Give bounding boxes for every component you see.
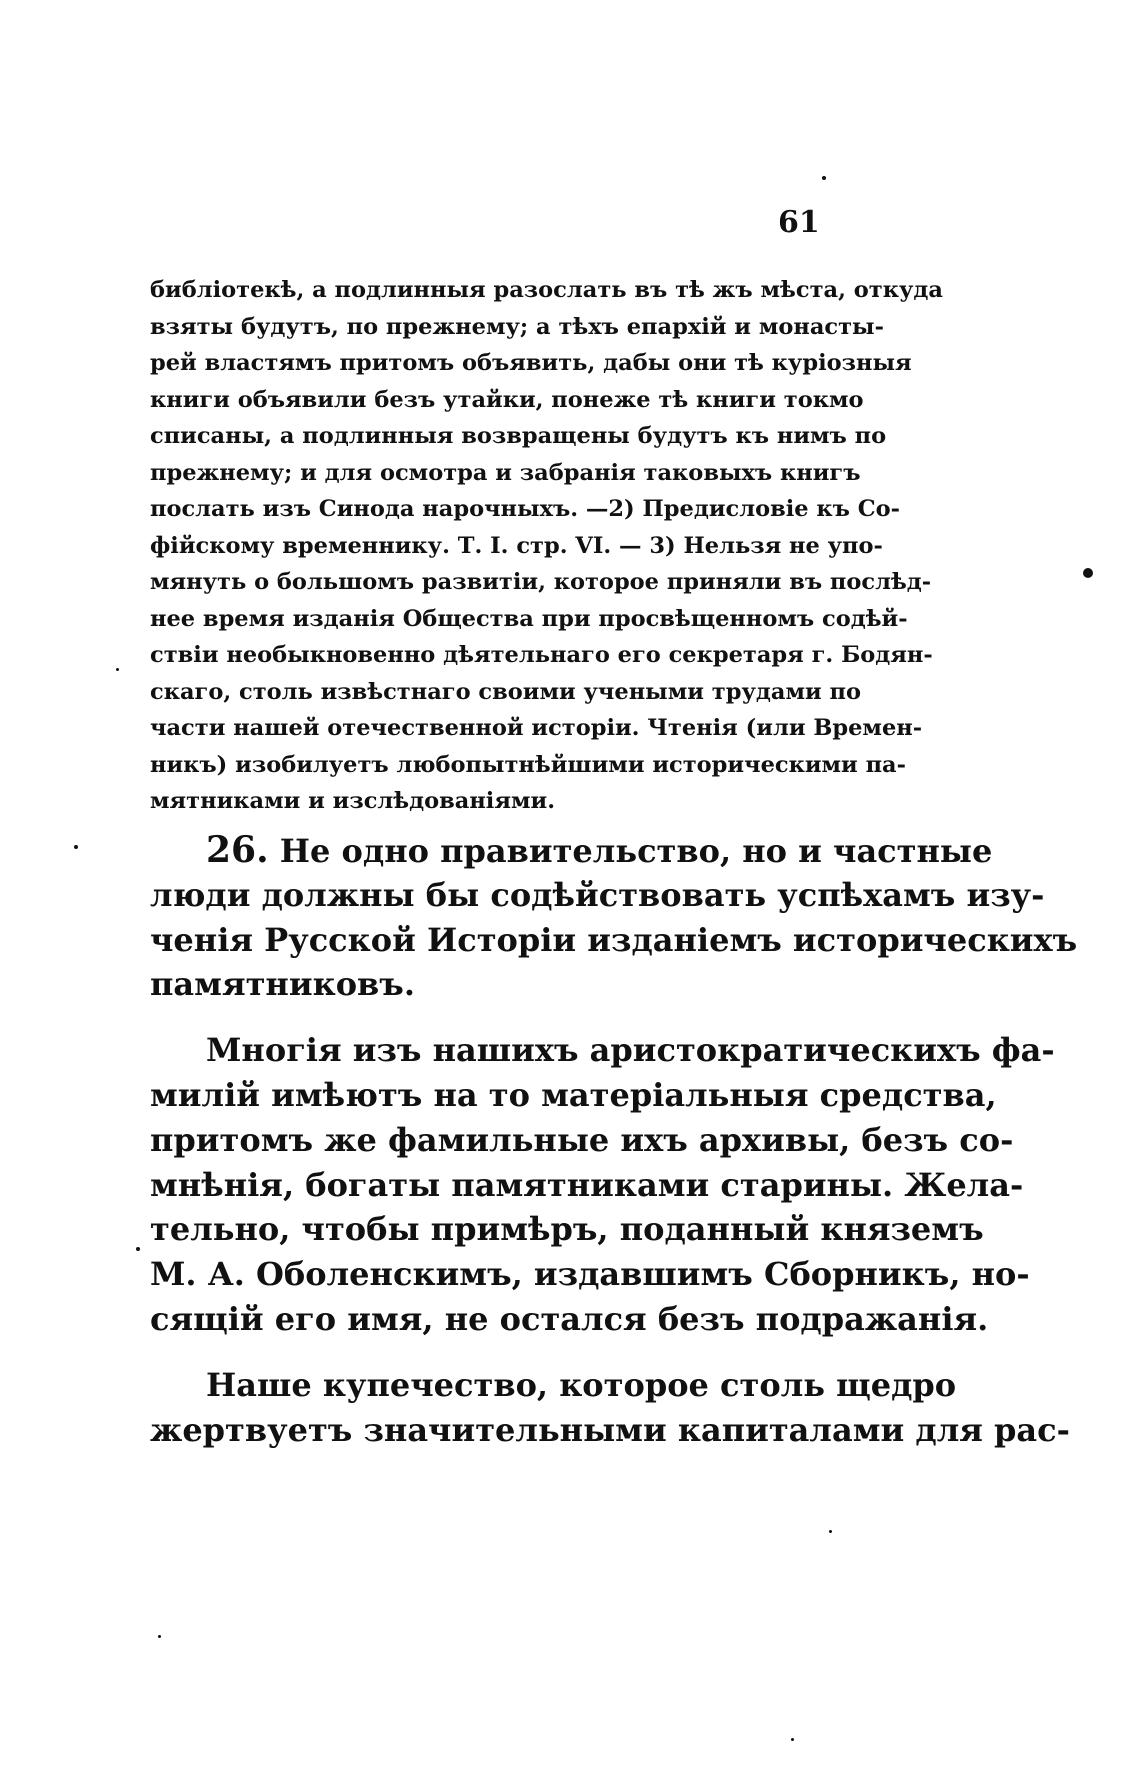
paragraph-line: милій имѣютъ на то матеріальныя средства, [150, 1075, 997, 1114]
scan-speck [791, 1738, 794, 1741]
scan-speck [74, 845, 78, 849]
footnote-line: книги объявили безъ утайки, понеже тѣ книги токмо [150, 386, 864, 413]
section-number: 26. [206, 829, 269, 871]
paragraph-line: памятниковъ. [150, 965, 415, 1004]
footnote-line: рей властямъ притомъ объявить, дабы они тѣ куріозныя [150, 350, 912, 376]
paragraph-line: М. А. Оболенскимъ, издавшимъ Сборникъ, но- [150, 1255, 1030, 1294]
paragraph-line: жертвуетъ значительными капиталами для рас- [150, 1410, 1070, 1449]
scan-speck [116, 668, 119, 671]
paragraph-line: Наше купечество, которое столь щедро [206, 1365, 957, 1404]
footnote-line: мянуть о большомъ развитіи, которое приняли въ послѣд- [150, 569, 932, 595]
footnote-line: библіотекѣ, а подлинныя разослать въ тѣ жъ мѣста, откуда [150, 277, 943, 303]
scan-speck [822, 176, 826, 180]
scan-speck [158, 1635, 161, 1638]
footnote-line: нее время изданія Общества при просвѣщенномъ содѣй- [150, 605, 908, 632]
footnote-line: взяты будутъ, по прежнему; а тѣхъ епархій и монасты- [150, 313, 884, 340]
paragraph-line: сящій его имя, не остался безъ подражанія. [150, 1299, 989, 1338]
footnote-line: ствіи необыкновенно дѣятельнаго его секретаря г. Бодян- [150, 642, 933, 668]
page-number: 61 [778, 205, 820, 240]
main-text [150, 828, 1078, 1452]
paragraph-line: ченія Русской Исторіи изданіемъ историческихъ [150, 920, 1078, 959]
footnote-line: части нашей отечественной исторіи. Чтенія (или Времен- [150, 715, 923, 741]
paragraph-line: мнѣнія, богаты памятниками старины. Жела- [150, 1165, 1024, 1204]
footnote-line: скаго, столь извѣстнаго своими учеными трудами по [150, 678, 861, 705]
footnote-line: мятниками и изслѣдованіями. [150, 788, 556, 814]
paragraph-text: Не одно правительство, но и частные [279, 832, 993, 870]
scan-speck [829, 1530, 832, 1533]
paragraph-line: люди должны бы содѣйствовать успѣхамъ изу- [150, 875, 1045, 914]
footnote-block [150, 272, 943, 820]
scan-speck [136, 1247, 140, 1251]
footnote-line: послать изъ Синода нарочныхъ. —2) Предисловіе къ Со- [150, 496, 901, 522]
paragraph-line: притомъ же фамильные ихъ архивы, безъ со- [150, 1120, 1014, 1159]
paragraph-line: Многія изъ нашихъ аристократическихъ фа- [206, 1031, 1055, 1070]
footnote-line: никъ) изобилуетъ любопытнѣйшими историческими па- [150, 751, 906, 778]
footnote-line: списаны, а подлинныя возвращены будутъ къ нимъ по [150, 423, 887, 449]
footnote-line: фійскому временнику. Т. I. стр. VI. — 3) Нельзя не упо- [150, 532, 883, 559]
paragraph-line [150, 828, 993, 873]
footnote-line: прежнему; и для осмотра и забранія таковыхъ книгъ [150, 459, 861, 486]
scan-speck [1083, 568, 1093, 578]
paragraph-line: тельно, чтобы примѣръ, поданный княземъ [150, 1210, 984, 1249]
